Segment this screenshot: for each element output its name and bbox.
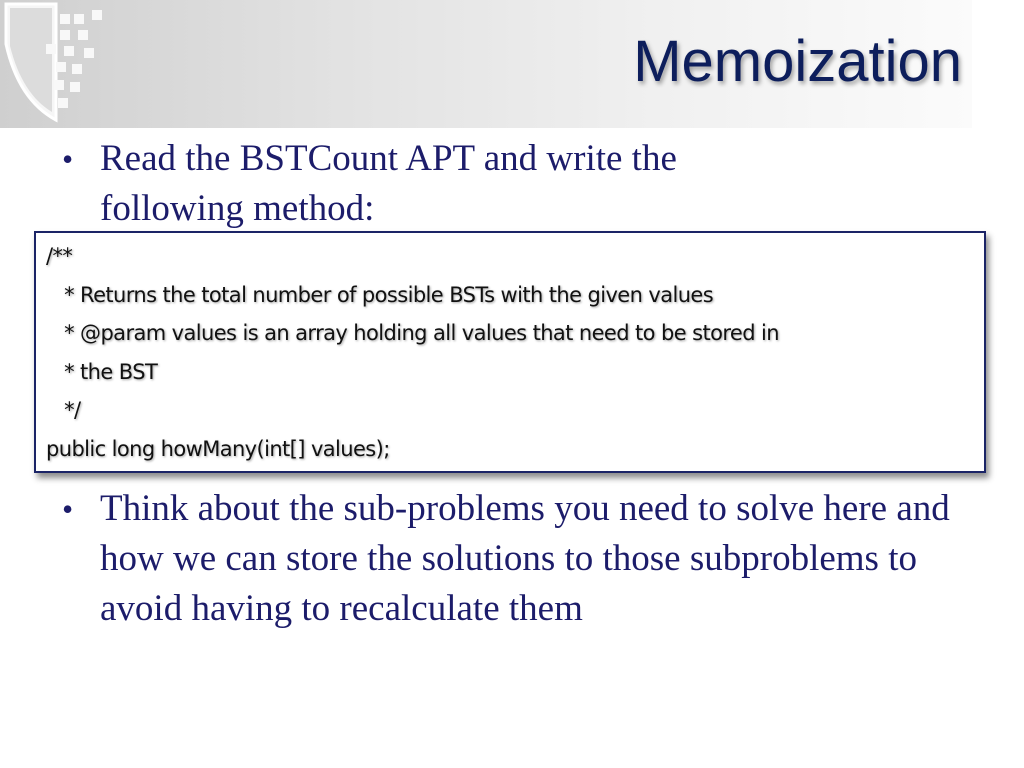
shield-logo-icon bbox=[0, 0, 130, 128]
bullet-item-2 bbox=[62, 484, 962, 634]
code-line-6: public long howMany(int[] values); bbox=[46, 436, 390, 461]
code-line-2: * Returns the total number of possible BSTs with the given values bbox=[58, 282, 714, 307]
code-line-3: * @param values is an array holding all values that need to be stored in bbox=[58, 321, 779, 345]
code-line-5: */ bbox=[58, 398, 81, 422]
bullet-marker: • bbox=[62, 491, 74, 527]
bullet-text-2: Think about the sub-problems you need to solve here and how we can store the solutions to those subproblems to avoid having to recalculate them bbox=[100, 488, 950, 629]
bullet-marker: • bbox=[62, 141, 74, 177]
slide-title: Memoization bbox=[633, 29, 962, 94]
bullet-item-1 bbox=[62, 134, 822, 234]
bullet-text-1: Read the BSTCount APT and write the following method: bbox=[100, 138, 677, 229]
code-line-1: /** bbox=[46, 244, 73, 268]
code-line-4: * the BST bbox=[58, 359, 158, 384]
code-block bbox=[34, 231, 986, 473]
